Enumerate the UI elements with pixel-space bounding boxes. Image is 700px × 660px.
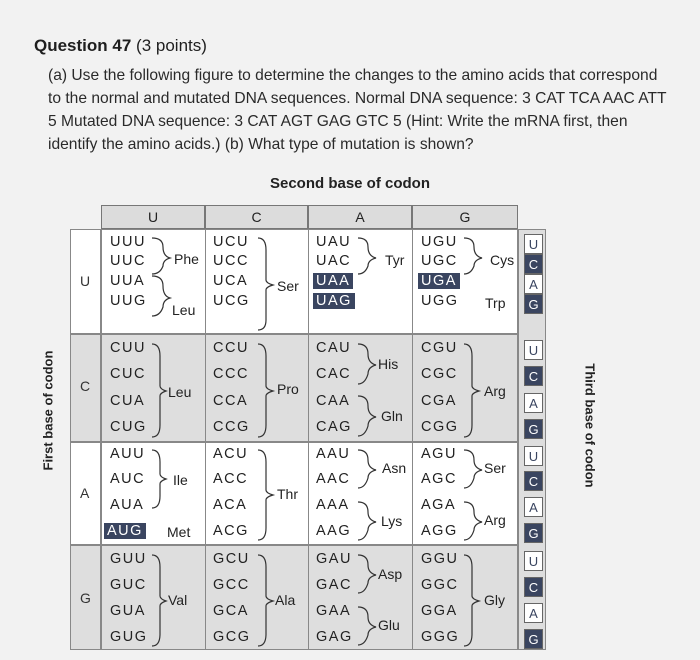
codon: ACC: [213, 471, 249, 487]
codon: GAU: [316, 551, 352, 567]
codon: GGC: [421, 577, 459, 593]
codon: CCC: [213, 366, 249, 382]
codon: GAA: [316, 603, 352, 619]
codon: CGG: [421, 419, 459, 435]
codon: GCA: [213, 603, 249, 619]
stop-codon: UAA: [313, 273, 353, 289]
row-label-g: G: [80, 590, 91, 606]
codon: CAC: [316, 366, 352, 382]
codon: UGG: [421, 293, 459, 309]
brace: [152, 344, 166, 437]
codon: UAU: [316, 234, 352, 250]
brace: [152, 555, 166, 646]
codon: CGC: [421, 366, 458, 382]
codon: CCG: [213, 419, 250, 435]
third-base-letter: C: [524, 254, 543, 274]
brace: [358, 555, 376, 593]
codon: UCU: [213, 234, 249, 250]
codon: CAA: [316, 393, 351, 409]
codon: CUA: [110, 393, 146, 409]
codon: AGA: [421, 497, 457, 513]
codon: UCA: [213, 273, 249, 289]
brace: [464, 344, 479, 437]
codon: AAA: [316, 497, 350, 513]
third-base-letter: A: [524, 393, 543, 413]
codon: GGA: [421, 603, 458, 619]
brace: [464, 238, 482, 274]
codon: AUA: [110, 497, 145, 513]
third-base-letter: G: [524, 294, 543, 314]
amino-acid-trp: Trp: [485, 295, 506, 311]
codon: AGU: [421, 446, 457, 462]
brace: [358, 238, 376, 274]
first-base-label: First base of codon: [40, 350, 56, 471]
codon: GUC: [110, 577, 147, 593]
amino-acid-thr: Thr: [277, 486, 298, 502]
third-base-letter: G: [524, 523, 543, 543]
amino-acid-met: Met: [167, 524, 191, 540]
amino-acid-lys: Lys: [381, 513, 403, 529]
amino-acid-ser: Ser: [277, 278, 299, 294]
codon: UUG: [110, 293, 147, 309]
third-base-letter: U: [524, 551, 543, 571]
codon: GAG: [316, 629, 353, 645]
codon: GAC: [316, 577, 352, 593]
amino-acid-glu: Glu: [378, 617, 400, 633]
brace: [464, 450, 482, 488]
codon: UUC: [110, 253, 146, 269]
codon: GCU: [213, 551, 250, 567]
codon: UGU: [421, 234, 458, 250]
brace: [258, 344, 273, 437]
question-text: (a) Use the following figure to determine the changes to the amino acids that correspond to the normal and mutated DNA sequences. Normal DNA sequence: 3 CAT TCA AAC ATT 5 Mutated DNA sequence: 3 CAT AGT GAG GTC 5 (Hint: Write the mRNA first, then identify the amino acids.) (b) What type of mutation is shown?: [48, 67, 667, 153]
third-base-letter: G: [524, 629, 543, 649]
codon: ACA: [213, 497, 248, 513]
codon: AGC: [421, 471, 457, 487]
codon: CUC: [110, 366, 146, 382]
amino-acid-cys: Cys: [490, 252, 515, 268]
codon: AUC: [110, 471, 146, 487]
codon: GGG: [421, 629, 460, 645]
brace: [358, 607, 376, 645]
third-base-letter: G: [524, 419, 543, 439]
third-base-letter: U: [524, 340, 543, 360]
codon: ACG: [213, 523, 249, 539]
codon: GUA: [110, 603, 146, 619]
brace: [358, 502, 376, 540]
brace: [464, 555, 479, 646]
amino-acid-leu: Leu: [168, 384, 192, 400]
amino-acid-tyr: Tyr: [385, 252, 405, 268]
amino-acid-val: Val: [168, 592, 188, 608]
brace: [464, 502, 482, 540]
brace: [358, 396, 376, 436]
codon: UCC: [213, 253, 249, 269]
amino-acid-leu: Leu: [172, 302, 196, 318]
start-codon: AUG: [104, 523, 146, 539]
codon: AAG: [316, 523, 352, 539]
column-header-c: C: [205, 205, 308, 229]
codon: UGC: [421, 253, 458, 269]
codon: GCG: [213, 629, 251, 645]
codon: AAC: [316, 471, 351, 487]
third-base-letter: U: [524, 234, 543, 254]
brace: [152, 238, 170, 274]
third-base-letter: A: [524, 603, 543, 623]
brace: [258, 450, 273, 540]
amino-acid-phe: Phe: [174, 251, 199, 267]
codon: CGU: [421, 340, 458, 356]
codon: AUU: [110, 446, 146, 462]
row-label-a: A: [80, 485, 90, 501]
amino-acid-arg: Arg: [484, 512, 506, 528]
third-base-letter: U: [524, 446, 543, 466]
brace: [152, 276, 170, 316]
amino-acid-his: His: [378, 356, 399, 372]
codon: ACU: [213, 446, 249, 462]
codon: CCU: [213, 340, 249, 356]
stop-codon: UAG: [313, 293, 355, 309]
third-base-letter: C: [524, 471, 543, 491]
brace: [258, 555, 273, 646]
codon: GCC: [213, 577, 250, 593]
brace: [258, 238, 273, 330]
third-base-letter: C: [524, 577, 543, 597]
codon: CAG: [316, 419, 352, 435]
codon: CGA: [421, 393, 457, 409]
codon: GUU: [110, 551, 147, 567]
amino-acid-gln: Gln: [381, 408, 403, 424]
column-header-u: U: [101, 205, 205, 229]
amino-acid-ala: Ala: [275, 592, 296, 608]
codon: CCA: [213, 393, 249, 409]
third-base-letter: C: [524, 366, 543, 386]
column-header-g: G: [412, 205, 518, 229]
question-number: Question 47: [34, 36, 132, 55]
brace: [358, 344, 376, 384]
brace: [358, 450, 376, 488]
column-header-a: A: [308, 205, 412, 229]
third-base-label: Third base of codon: [582, 363, 598, 488]
codon: AAU: [316, 446, 351, 462]
amino-acid-asn: Asn: [382, 460, 407, 476]
codon: AGG: [421, 523, 458, 539]
codon: GUG: [110, 629, 148, 645]
codon: UUU: [110, 234, 146, 250]
codon: UCG: [213, 293, 250, 309]
amino-acid-asp: Asp: [378, 566, 403, 582]
question-points: (3 points): [136, 36, 207, 55]
codon: UUA: [110, 273, 146, 289]
codon: GGU: [421, 551, 459, 567]
row-label-u: U: [80, 273, 91, 289]
amino-acid-gly: Gly: [484, 592, 505, 608]
amino-acid-ile: Ile: [173, 472, 188, 488]
second-base-label: Second base of codon: [269, 175, 431, 192]
third-base-letter: A: [524, 497, 543, 517]
codon: CUG: [110, 419, 147, 435]
codon: UAC: [316, 253, 352, 269]
third-base-letter: A: [524, 274, 543, 294]
codon: CUU: [110, 340, 146, 356]
amino-acid-ser: Ser: [484, 460, 506, 476]
amino-acid-pro: Pro: [277, 381, 299, 397]
stop-codon: UGA: [418, 273, 460, 289]
codon: CAU: [316, 340, 352, 356]
brace: [152, 450, 166, 508]
amino-acid-arg: Arg: [484, 383, 506, 399]
row-label-c: C: [80, 378, 91, 394]
